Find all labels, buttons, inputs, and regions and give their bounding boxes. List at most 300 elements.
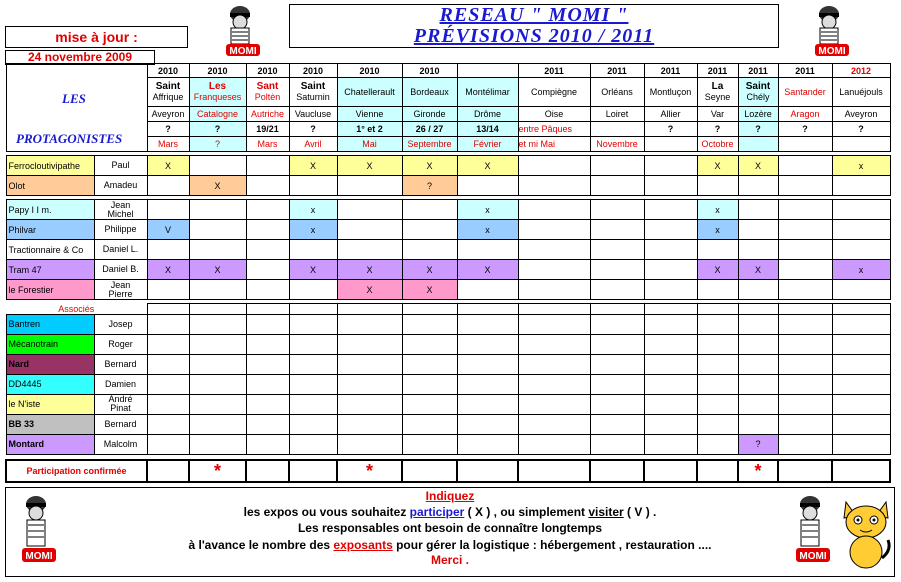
member-row: [6, 176, 890, 196]
cell: [778, 304, 832, 315]
cell: [337, 304, 402, 315]
city-cell: [832, 78, 890, 107]
participation-cell: [644, 354, 697, 374]
member-firstname: Bernard: [94, 354, 147, 374]
date-cell: entre Pâques: [518, 122, 590, 137]
cell: [644, 304, 697, 315]
confirmation-cell: [697, 460, 738, 482]
city-line2: Chély: [746, 92, 770, 102]
svg-text:MOMI: MOMI: [25, 551, 53, 562]
member-name: Ferrocloutivipathe: [6, 156, 94, 176]
momi-logo-right: [805, 4, 859, 62]
participation-cell: [246, 314, 289, 334]
cell: [189, 304, 246, 315]
participation-cell: [590, 334, 644, 354]
city-cell: [189, 78, 246, 107]
participation-cell: [518, 200, 590, 220]
city-line2: Santander: [784, 87, 826, 97]
participation-cell: [457, 394, 518, 414]
member-firstname: Bernard: [94, 414, 147, 434]
member-name: le N'iste: [6, 394, 94, 414]
participation-cell: [246, 354, 289, 374]
participation-cell: [246, 260, 289, 280]
participation-cell: [697, 280, 738, 300]
region-cell: Aveyron: [832, 107, 890, 122]
svg-text:MOMI: MOMI: [799, 551, 827, 562]
participation-cell: [697, 240, 738, 260]
member-firstname: Philippe: [94, 220, 147, 240]
member-name: Nard: [6, 354, 94, 374]
participation-cell: [644, 414, 697, 434]
participation-cell: [644, 240, 697, 260]
participation-cell: [289, 394, 337, 414]
member-name: Mécanotrain: [6, 334, 94, 354]
participation-cell: X: [457, 260, 518, 280]
participation-cell: [590, 314, 644, 334]
member-row: [6, 240, 890, 260]
participation-cell: [337, 200, 402, 220]
date-cell: ?: [289, 122, 337, 137]
year-cell: 2011: [697, 64, 738, 78]
participation-cell: [832, 220, 890, 240]
footer-line1: Indiquez: [425, 489, 475, 503]
participation-cell: [402, 414, 457, 434]
city-line1: Les: [208, 81, 227, 92]
participation-cell: [337, 414, 402, 434]
year-cell: [457, 64, 518, 78]
participation-cell: [246, 220, 289, 240]
participation-cell: [147, 374, 189, 394]
confirmation-cell: [402, 460, 457, 482]
participation-cell: [402, 374, 457, 394]
update-date: 24 novembre 2009: [5, 50, 155, 65]
participation-cell: [778, 334, 832, 354]
participation-cell: [832, 240, 890, 260]
participation-cell: V: [147, 220, 189, 240]
date-cell: 26 / 27: [402, 122, 457, 137]
participation-cell: [738, 176, 778, 196]
participation-cell: [337, 220, 402, 240]
city-cell: [738, 78, 778, 107]
participation-cell: [189, 200, 246, 220]
participation-cell: [147, 200, 189, 220]
les-label: LES: [62, 91, 86, 106]
month-cell: [832, 137, 890, 152]
participation-cell: [697, 176, 738, 196]
city-line2: Montélimar: [465, 87, 510, 97]
participation-cell: [738, 200, 778, 220]
date-cell: 13/14: [457, 122, 518, 137]
city-line2: Montluçon: [649, 87, 692, 97]
year-cell: 2010: [289, 64, 337, 78]
participation-cell: [337, 374, 402, 394]
participation-cell: [738, 220, 778, 240]
member-name: Olot: [6, 176, 94, 196]
cell: [246, 304, 289, 315]
region-cell: Drôme: [457, 107, 518, 122]
member-row: [6, 334, 890, 354]
participation-cell: [189, 394, 246, 414]
city-line1: Saint: [155, 81, 181, 92]
participation-cell: [147, 414, 189, 434]
member-row: [6, 314, 890, 334]
confirmation-cell: *: [738, 460, 778, 482]
month-cell: [778, 137, 832, 152]
participation-cell: [246, 200, 289, 220]
participation-cell: [518, 220, 590, 240]
participation-cell: [457, 314, 518, 334]
participation-cell: [246, 176, 289, 196]
city-cell: [147, 78, 189, 107]
participation-cell: [147, 280, 189, 300]
participation-cell: [832, 414, 890, 434]
participation-cell: [778, 200, 832, 220]
participation-cell: X: [402, 260, 457, 280]
participation-cell: [457, 414, 518, 434]
month-cell: Mars: [246, 137, 289, 152]
participation-cell: [402, 314, 457, 334]
participation-cell: X: [337, 280, 402, 300]
participation-cell: [189, 220, 246, 240]
momi-logo-left: [216, 4, 270, 62]
title-line1: RESEAU " MOMI ": [439, 4, 629, 26]
participation-cell: [147, 434, 189, 454]
city-cell: [778, 78, 832, 107]
city-cell: [697, 78, 738, 107]
participation-cell: [189, 414, 246, 434]
participation-cell: [778, 280, 832, 300]
member-row: [6, 200, 890, 220]
momi-logo-footer-right: [788, 494, 836, 568]
participation-cell: [457, 280, 518, 300]
footer-line3: Les responsables ont besoin de connaître longtemps: [297, 521, 603, 535]
year-cell: 2012: [832, 64, 890, 78]
participation-cell: [147, 354, 189, 374]
month-cell: Mai: [337, 137, 402, 152]
participation-cell: X: [289, 156, 337, 176]
participation-cell: [518, 240, 590, 260]
member-row: [6, 394, 890, 414]
city-line1: Saint: [745, 81, 771, 92]
participation-cell: [518, 374, 590, 394]
participation-cell: [289, 176, 337, 196]
participation-cell: [289, 374, 337, 394]
member-firstname: Jean Michel: [94, 200, 147, 220]
member-firstname: Daniel L.: [94, 240, 147, 260]
participation-cell: [644, 220, 697, 240]
participation-cell: [402, 354, 457, 374]
region-cell: Catalogne: [189, 107, 246, 122]
title-box: [289, 4, 779, 48]
participation-cell: [189, 240, 246, 260]
year-cell: 2010: [337, 64, 402, 78]
member-row: [6, 434, 890, 454]
participation-cell: [337, 314, 402, 334]
participation-cell: [644, 156, 697, 176]
confirmation-cell: [147, 460, 189, 482]
footer-note: [5, 487, 895, 577]
participation-cell: [697, 354, 738, 374]
participation-cell: X: [738, 156, 778, 176]
participation-cell: [590, 220, 644, 240]
participation-cell: [778, 354, 832, 374]
confirmation-row: [6, 460, 890, 482]
participation-cell: [246, 414, 289, 434]
participation-cell: [738, 354, 778, 374]
participation-cell: [289, 240, 337, 260]
participation-cell: [402, 200, 457, 220]
footer-line5: Merci .: [430, 553, 469, 567]
participation-cell: [518, 176, 590, 196]
participation-cell: [697, 434, 738, 454]
cell: [832, 304, 890, 315]
participation-cell: [518, 156, 590, 176]
member-name: DD4445: [6, 374, 94, 394]
participation-cell: [738, 314, 778, 334]
date-cell: [590, 122, 644, 137]
participation-cell: [697, 394, 738, 414]
svg-text:MOMI: MOMI: [229, 46, 257, 57]
member-row: [6, 414, 890, 434]
confirmation-cell: [644, 460, 697, 482]
year-cell: 2010: [246, 64, 289, 78]
city-line2: Bordeaux: [410, 87, 449, 97]
participation-cell: [590, 240, 644, 260]
participation-cell: [518, 334, 590, 354]
participation-cell: X: [337, 156, 402, 176]
participation-cell: [590, 260, 644, 280]
city-cell: [246, 78, 289, 107]
confirmation-cell: [778, 460, 832, 482]
year-cell: 2010: [147, 64, 189, 78]
participation-cell: [289, 334, 337, 354]
participation-cell: [832, 354, 890, 374]
participation-cell: [778, 434, 832, 454]
participation-cell: [590, 374, 644, 394]
date-cell: ?: [697, 122, 738, 137]
participation-cell: [738, 334, 778, 354]
participation-cell: x: [289, 220, 337, 240]
participation-cell: [832, 374, 890, 394]
member-name: le Forestier: [6, 280, 94, 300]
participation-cell: [832, 176, 890, 196]
city-cell: [644, 78, 697, 107]
participation-cell: [147, 176, 189, 196]
participation-cell: [590, 354, 644, 374]
participation-cell: X: [337, 260, 402, 280]
month-cell: ?: [189, 137, 246, 152]
month-cell: Avril: [289, 137, 337, 152]
region-cell: Vaucluse: [289, 107, 337, 122]
member-firstname: Jean Pierre: [94, 280, 147, 300]
city-line2: Poltèn: [254, 92, 281, 102]
year-cell: 2011: [738, 64, 778, 78]
member-name: Tram 47: [6, 260, 94, 280]
participation-cell: [697, 334, 738, 354]
region-cell: Vienne: [337, 107, 402, 122]
participation-cell: [778, 314, 832, 334]
participation-cell: [337, 434, 402, 454]
participation-cell: [644, 200, 697, 220]
participation-cell: [189, 434, 246, 454]
date-cell: ?: [147, 122, 189, 137]
city-cell: [402, 78, 457, 107]
confirmation-cell: [832, 460, 890, 482]
month-cell: Octobre: [697, 137, 738, 152]
participation-cell: [457, 354, 518, 374]
year-cell: 2011: [518, 64, 590, 78]
participation-cell: [644, 176, 697, 196]
participation-cell: [590, 394, 644, 414]
participation-cell: [246, 394, 289, 414]
participation-cell: [518, 434, 590, 454]
date-cell: 1° et 2: [337, 122, 402, 137]
participation-cell: [832, 434, 890, 454]
participation-cell: [289, 280, 337, 300]
member-name: Bantren: [6, 314, 94, 334]
participation-cell: [590, 414, 644, 434]
month-cell: Novembre: [590, 137, 644, 152]
region-cell: Aragon: [778, 107, 832, 122]
date-cell: 19/21: [246, 122, 289, 137]
date-cell: ?: [189, 122, 246, 137]
participation-cell: [402, 434, 457, 454]
participation-cell: [457, 240, 518, 260]
month-cell: Septembre: [402, 137, 457, 152]
participation-cell: [147, 240, 189, 260]
participation-cell: [644, 434, 697, 454]
participation-cell: [590, 200, 644, 220]
participation-cell: X: [697, 260, 738, 280]
member-name: Papy I I m.: [6, 200, 94, 220]
participation-cell: X: [738, 260, 778, 280]
city-line2: Seyne: [704, 92, 731, 102]
member-firstname: Daniel B.: [94, 260, 147, 280]
confirmation-label: Participation confirmée: [6, 460, 147, 482]
participation-cell: [738, 414, 778, 434]
participation-cell: X: [697, 156, 738, 176]
participation-cell: X: [457, 156, 518, 176]
participation-cell: [738, 240, 778, 260]
participation-cell: [832, 334, 890, 354]
participation-cell: [402, 240, 457, 260]
member-row: [6, 260, 890, 280]
title-line2: PRÉVISIONS 2010 / 2011: [413, 25, 655, 47]
participation-cell: [457, 334, 518, 354]
participation-cell: [644, 260, 697, 280]
participation-cell: [337, 394, 402, 414]
participation-cell: [644, 314, 697, 334]
year-cell: 2011: [644, 64, 697, 78]
member-firstname: André Pinat: [94, 394, 147, 414]
participation-cell: [697, 374, 738, 394]
participation-cell: X: [147, 260, 189, 280]
date-cell: ?: [832, 122, 890, 137]
city-line2: Franqueses: [193, 92, 242, 102]
participation-cell: x: [289, 200, 337, 220]
participation-cell: [337, 334, 402, 354]
participation-cell: [402, 220, 457, 240]
participation-cell: [778, 176, 832, 196]
participation-cell: [189, 354, 246, 374]
participation-cell: [246, 156, 289, 176]
participation-cell: x: [457, 220, 518, 240]
participation-cell: [738, 394, 778, 414]
participation-cell: [590, 280, 644, 300]
participation-cell: [147, 314, 189, 334]
participation-cell: [289, 314, 337, 334]
participation-cell: X: [402, 156, 457, 176]
svg-text:MOMI: MOMI: [818, 46, 846, 57]
participation-cell: [189, 334, 246, 354]
date-cell: ?: [644, 122, 697, 137]
confirmation-cell: [289, 460, 337, 482]
participation-cell: [289, 414, 337, 434]
participation-cell: [697, 314, 738, 334]
city-line2: Orléans: [601, 87, 633, 97]
associes-label: Associés: [58, 303, 95, 314]
participation-cell: [697, 414, 738, 434]
member-firstname: Damien: [94, 374, 147, 394]
cell: [147, 304, 189, 315]
city-cell: [457, 78, 518, 107]
participation-cell: [518, 394, 590, 414]
city-line2: Affrique: [152, 92, 184, 102]
participation-cell: [738, 280, 778, 300]
city-line1: Sant: [256, 81, 279, 92]
participation-cell: X: [147, 156, 189, 176]
participation-cell: [590, 434, 644, 454]
participation-cell: [832, 280, 890, 300]
participation-cell: [402, 334, 457, 354]
member-row: [6, 220, 890, 240]
city-line2: Saturnin: [296, 92, 330, 102]
participation-cell: [832, 200, 890, 220]
participation-cell: [778, 374, 832, 394]
participation-cell: [644, 280, 697, 300]
schedule-grid: [5, 63, 891, 483]
participation-cell: [246, 240, 289, 260]
participation-cell: [518, 354, 590, 374]
cell: [457, 304, 518, 315]
region-cell: Aveyron: [147, 107, 189, 122]
participation-cell: [832, 314, 890, 334]
confirmation-cell: *: [337, 460, 402, 482]
participation-cell: [457, 176, 518, 196]
participation-cell: [738, 374, 778, 394]
participation-cell: [778, 240, 832, 260]
participation-cell: [147, 334, 189, 354]
member-firstname: Paul: [94, 156, 147, 176]
participation-cell: x: [697, 220, 738, 240]
participation-cell: [457, 434, 518, 454]
city-cell: [518, 78, 590, 107]
member-name: BB 33: [6, 414, 94, 434]
member-name: Philvar: [6, 220, 94, 240]
participation-cell: [189, 156, 246, 176]
member-firstname: Roger: [94, 334, 147, 354]
footer-line2: les expos ou vous souhaitez participer ( X ) , ou simplement visiter ( V ) .: [243, 505, 657, 519]
update-label: mise à jour :: [5, 26, 188, 48]
cell: [738, 304, 778, 315]
participation-cell: [289, 354, 337, 374]
participation-cell: [337, 354, 402, 374]
region-cell: Loiret: [590, 107, 644, 122]
confirmation-cell: [590, 460, 644, 482]
participation-cell: [246, 374, 289, 394]
participation-cell: [778, 414, 832, 434]
cell: [590, 304, 644, 315]
